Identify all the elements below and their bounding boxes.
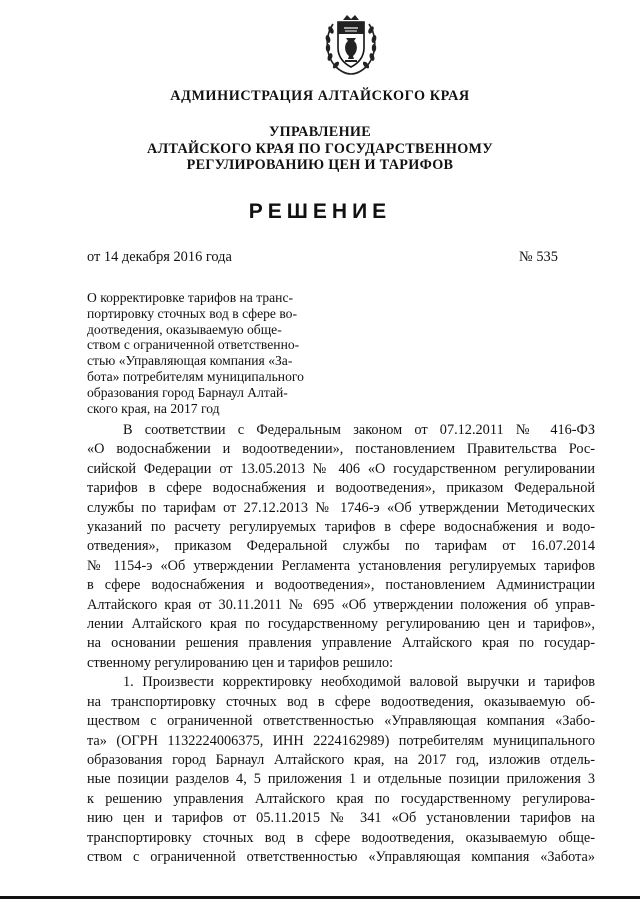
body-line: «О водоснабжении и водоотведении», постановлением Правительства Рос- — [87, 441, 595, 458]
subject-line: бота» потребителям муниципального — [87, 368, 304, 384]
body-line: в сфере водоснабжения и водоотведения», постановлением Администрации — [87, 577, 595, 594]
document-number: № 535 — [519, 249, 558, 265]
altai-coat-of-arms-icon — [323, 10, 379, 80]
body-line: транспортировку сточных вод в сфере водоотведения, оказываемую обще- — [87, 829, 595, 846]
document-title: РЕШЕНИЕ — [248, 200, 392, 223]
document-body — [87, 421, 595, 867]
document-subject — [87, 290, 333, 416]
subject-line: ством с ограниченной ответственно- — [87, 337, 300, 353]
body-line: та» (ОГРН 1132224006375, ИНН 2224162989) потребителям муниципального — [87, 732, 595, 749]
administration-heading: АДМИНИСТРАЦИЯ АЛТАЙСКОГО КРАЯ — [170, 88, 470, 104]
subject-line: доотведения, оказываемую обще- — [87, 321, 282, 337]
body-line: № 1154-э «Об утверждении Регламента установления регулируемых тарифов — [87, 557, 595, 574]
body-line: ные позиции разделов 4, 5 приложения 1 и отдельные позиции приложения 3 — [87, 771, 595, 788]
body-line: к решению управления Алтайского края по государственному регулирова- — [87, 790, 595, 807]
department-heading-line-2: АЛТАЙСКОГО КРАЯ ПО ГОСУДАРСТВЕННОМУ — [147, 141, 493, 157]
subject-line: образования город Барнаул Алтай- — [87, 384, 288, 400]
body-line: ществом с ограниченной ответственностью «Управляющая компания «Забо- — [87, 713, 595, 730]
body-line: на транспортировку сточных вод в сфере водоотведения, оказываемую об- — [87, 693, 595, 710]
body-line: образования город Барнаул Алтайского края, на 2017 год, изложив отдель- — [87, 751, 595, 768]
subject-line: стью «Управляющая компания «За- — [87, 353, 293, 369]
body-line: нию цен и тарифов от 05.11.2015 № 341 «Об установлении тарифов на — [87, 810, 595, 827]
body-line: на основании решения правления управление Алтайского края по государ- — [87, 635, 595, 652]
body-line: указаний по расчету регулируемых тарифов в сфере водоснабжения и водо- — [87, 519, 595, 536]
body-line: ством с ограниченной ответственностью «Управляющая компания «Забота» — [87, 848, 595, 865]
body-line: В соответствии с Федеральным законом от 07.12.2011 № 416-ФЗ — [123, 422, 595, 438]
subject-line: О корректировке тарифов на транс- — [87, 290, 294, 305]
subject-line: портировку сточных вод в сфере во- — [87, 305, 297, 321]
body-line: тарифов в сфере водоснабжения и водоотведения», приказом Федеральной — [87, 480, 595, 497]
body-line: отведения», приказом Федеральной службы по тарифам от 16.07.2014 — [87, 538, 595, 555]
document-date: от 14 декабря 2016 года — [87, 249, 232, 265]
body-line: Алтайского края от 30.11.2011 № 695 «Об утверждении положения об управ- — [87, 596, 595, 613]
body-line: лении Алтайского края по государственному регулированию цен и тарифов», — [87, 616, 595, 633]
body-line: сийской Федерации от 13.05.2013 № 406 «О государственном регулировании — [87, 460, 595, 477]
body-line: 1. Произвести корректировку необходимой валовой выручки и тарифов — [123, 674, 595, 691]
body-line: ственному регулированию цен и тарифов решило: — [87, 654, 394, 671]
department-heading-line-1: УПРАВЛЕНИЕ — [268, 124, 372, 140]
page-bottom-rule — [0, 896, 640, 899]
department-heading-line-3: РЕГУЛИРОВАНИЮ ЦЕН И ТАРИФОВ — [186, 157, 454, 173]
subject-line: ского края, на 2017 год — [87, 400, 220, 416]
body-line: службы по тарифам от 27.12.2013 № 1746-э «Об утверждении Методических — [87, 499, 595, 516]
